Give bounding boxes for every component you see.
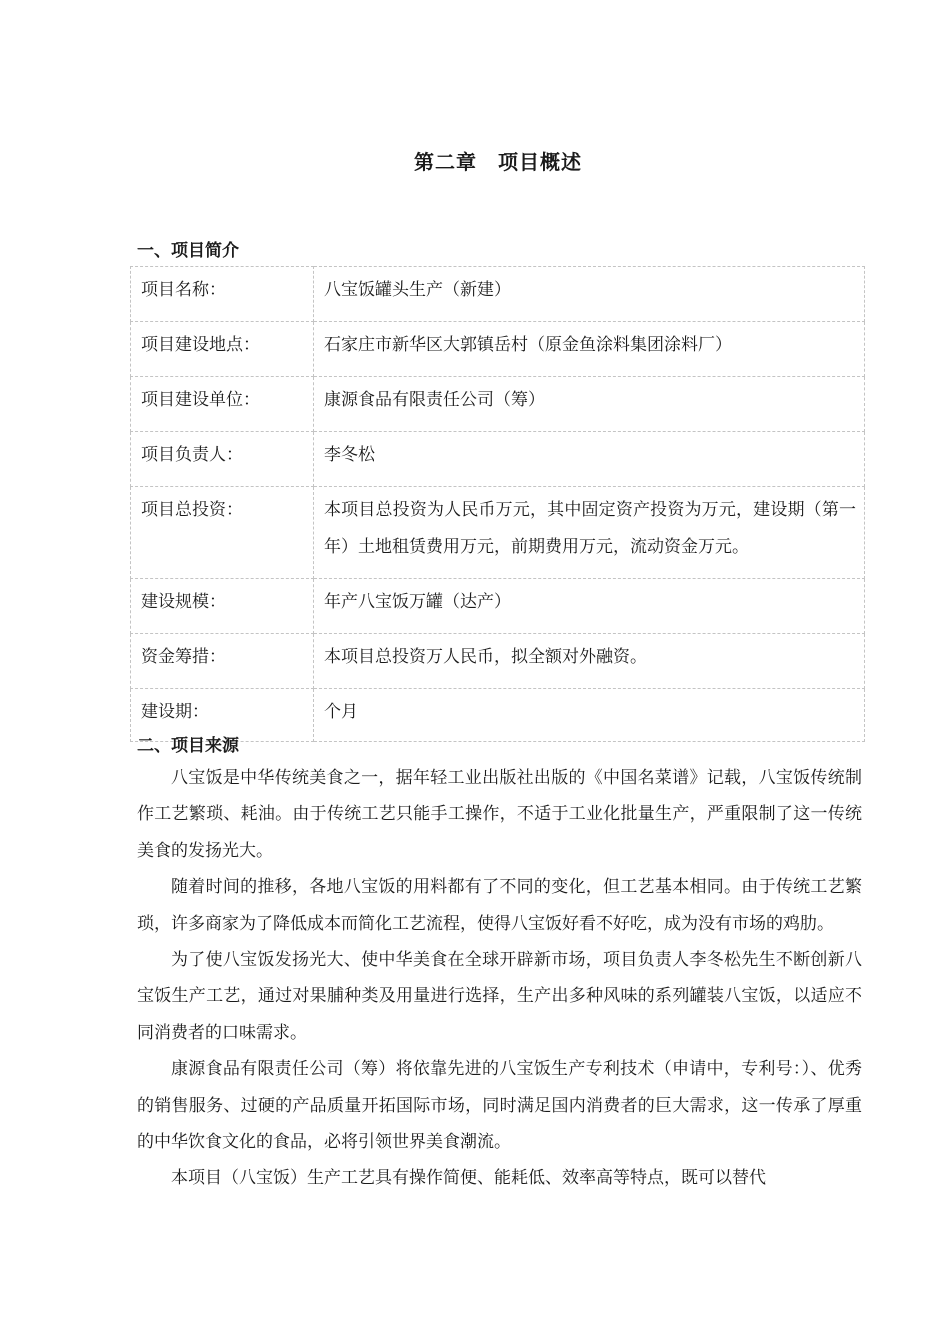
row-value: 李冬松 [314, 432, 865, 487]
table-row [131, 267, 865, 322]
paragraph: 康源食品有限责任公司（筹）将依靠先进的八宝饭生产专利技术（申请中，专利号：）、优秀的销售服务、过硬的产品质量开拓国际市场，同时满足国内消费者的巨大需求，这一传承了厚重的中华饮食文化的食品，必将引领世界美食潮流。 [137, 1059, 862, 1153]
project-source-body [137, 760, 862, 1197]
section-heading-project-source: 二、项目来源 [137, 736, 239, 756]
row-value: 个月 [314, 689, 865, 742]
table-row [131, 487, 865, 579]
project-summary-table [130, 266, 865, 742]
section-heading-project-summary: 一、项目简介 [137, 241, 239, 261]
paragraph: 随着时间的推移，各地八宝饭的用料都有了不同的变化，但工艺基本相同。由于传统工艺繁琐，许多商家为了降低成本而简化工艺流程，使得八宝饭好看不好吃，成为没有市场的鸡肋。 [137, 877, 862, 934]
table-row [131, 579, 865, 634]
row-label: 建设期： [131, 689, 314, 742]
row-label: 项目名称： [131, 267, 314, 322]
paragraph: 八宝饭是中华传统美食之一，据年轻工业出版社出版的《中国名菜谱》记载，八宝饭传统制作工艺繁琐、耗油。由于传统工艺只能手工操作，不适于工业化批量生产，严重限制了这一传统美食的发扬光大。 [137, 768, 862, 861]
row-label: 项目建设地点： [131, 322, 314, 377]
row-label: 项目建设单位： [131, 377, 314, 432]
row-value: 年产八宝饭万罐（达产） [314, 579, 865, 634]
table-row [131, 322, 865, 377]
paragraph: 为了使八宝饭发扬光大、使中华美食在全球开辟新市场，项目负责人李冬松先生不断创新八宝饭生产工艺，通过对果脯种类及用量进行选择，生产出多种风味的系列罐装八宝饭，以适应不同消费者的口味需求。 [137, 950, 862, 1043]
chapter-title: 第二章 项目概述 [414, 150, 582, 174]
row-label: 项目负责人： [131, 432, 314, 487]
table-row [131, 432, 865, 487]
row-value: 康源食品有限责任公司（筹） [314, 377, 865, 432]
row-value: 八宝饭罐头生产（新建） [314, 267, 865, 322]
row-label: 资金筹措： [131, 634, 314, 689]
row-value: 本项目总投资为人民币万元，其中固定资产投资为万元，建设期（第一年）土地租赁费用万元，前期费用万元，流动资金万元。 [314, 487, 865, 579]
row-label: 项目总投资： [131, 487, 314, 579]
table-row [131, 377, 865, 432]
table-row [131, 634, 865, 689]
paragraph: 本项目（八宝饭）生产工艺具有操作简便、能耗低、效率高等特点，既可以替代 [171, 1168, 766, 1189]
row-value: 本项目总投资万人民币，拟全额对外融资。 [314, 634, 865, 689]
table-row [131, 689, 865, 742]
row-label: 建设规模： [131, 579, 314, 634]
row-value: 石家庄市新华区大郭镇岳村（原金鱼涂料集团涂料厂） [314, 322, 865, 377]
